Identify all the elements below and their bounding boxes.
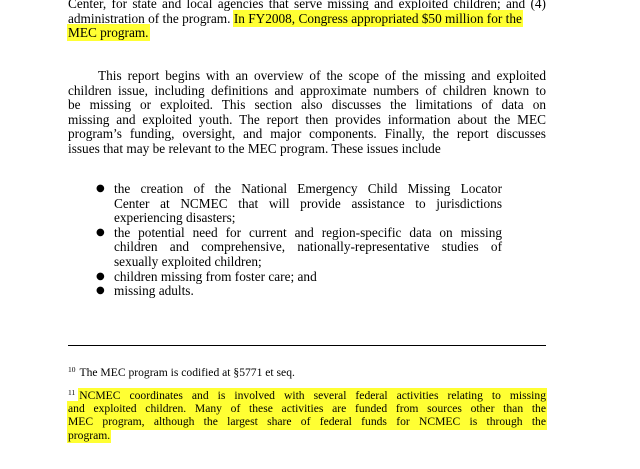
list-item [94,182,502,226]
text-line: This report begins with an overview of the scope of the missing and exploited [98,68,546,83]
text-line: program’s funding, oversight, and major components. Finally, the report discusses [68,126,546,142]
footnote-divider [68,345,546,346]
list-item [94,226,502,270]
list-item [94,284,502,299]
text-line [68,12,546,27]
highlighted-sentence-end: MEC program. [68,25,149,41]
text-line: missing adults. [114,283,194,299]
text-line [68,26,546,41]
text-line [68,429,546,442]
bullet-dot-icon: ● [96,285,105,297]
footnote-marker: 10 [68,365,76,374]
top-paragraph [68,0,546,41]
highlighted-sentence-start: In FY2008, Congress appropriated $50 million for the [233,10,522,26]
text-line: Center, for state and local agencies that serve missing and exploited children; and (4) [68,0,546,11]
text-line: Center at NCMEC that will provide assistance to jurisdictions [114,195,502,211]
footnote-text: The MEC program is codified at §5771 et seq. [79,366,295,379]
bullet-dot-icon: ● [96,226,105,238]
highlighted-footnote-text: MEC program, although the largest share of federal funds for NCMEC is through the [68,415,546,429]
highlighted-footnote-text: program. [68,428,111,442]
text-line: children issue, including definitions and approximate numbers of children known to [68,82,546,98]
text-line: missing and exploited youth. The report then provides information about the MEC [68,111,546,127]
list-item [94,270,502,285]
footnote-11 [68,386,546,442]
intro-paragraph [68,69,546,157]
highlighted-footnote-text: NCMEC coordinates and is involved with several federal activities relating to missing [79,389,546,402]
text-line: issues that may be relevant to the MEC program. These issues include [68,140,441,156]
issues-list [94,182,502,299]
footnote-marker: 11 [68,388,76,397]
text-line [68,386,546,402]
text-line: experiencing disasters; [114,210,236,226]
text-line: the potential need for current and region-specific data on missing [114,224,502,240]
bullet-dot-icon: ● [96,183,105,194]
text-line: children missing from foster care; and [114,268,317,284]
text-line: sexually exploited children; [114,253,262,269]
text-line: the creation of the National Emergency Child Missing Locator [114,181,502,196]
text-line: be missing or exploited. This section also discusses the limitations of data on [68,97,546,113]
footnote-10 [68,363,546,379]
highlighted-footnote-text: and exploited children. Many of these activities are funded from sources other than the [68,402,546,416]
text-fragment: administration of the program. [68,10,231,26]
bullet-dot-icon: ● [96,270,105,282]
text-line: children and comprehensive, nationally-representative studies of [114,239,502,255]
